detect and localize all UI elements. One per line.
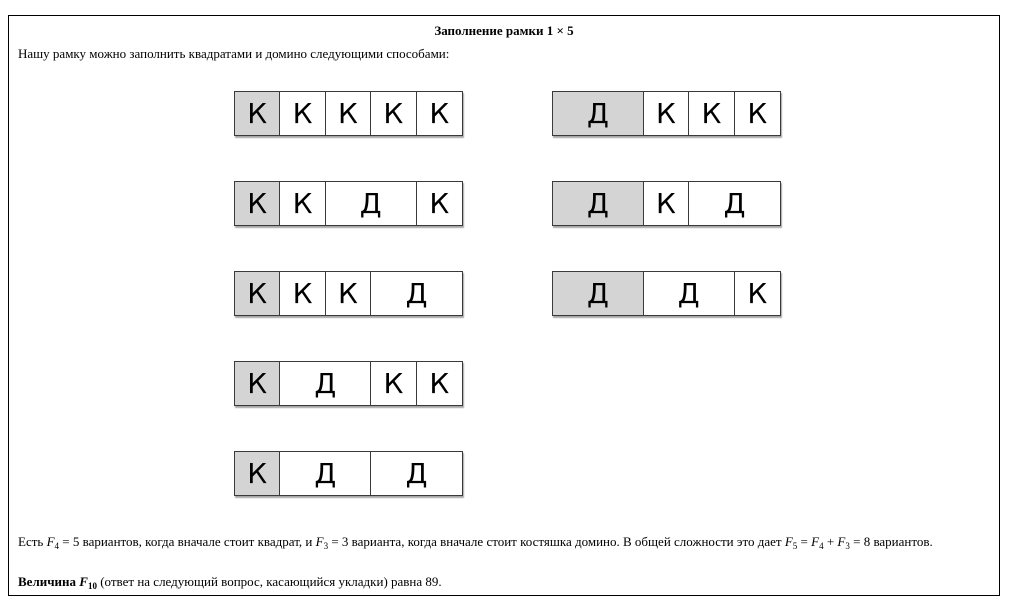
square-cell: К [371, 362, 416, 405]
square-cell: К [735, 272, 780, 315]
subscript: 3 [845, 541, 850, 551]
square-cell: К [644, 92, 689, 135]
tiling-strip-left-4 [234, 361, 463, 406]
square-cell: К [326, 92, 371, 135]
domino-cell: Д [280, 362, 371, 405]
square-cell: К [689, 92, 734, 135]
domino-cell: Д [553, 92, 644, 135]
page-title: Заполнение рамки 1 × 5 [434, 23, 574, 38]
tiling-strip-left-2 [234, 181, 463, 226]
summary-text: = 5 вариантов, когда вначале стоит квадрат, и [59, 534, 316, 549]
square-cell: К [735, 92, 780, 135]
summary-text: Есть [18, 534, 47, 549]
task-frame [8, 15, 1000, 596]
var-f: F [315, 534, 324, 549]
square-cell: К [371, 92, 416, 135]
final-statement [18, 574, 442, 590]
intro-text: Нашу рамку можно заполнить квадратами и домино следующими способами: [18, 46, 450, 61]
square-cell: К [280, 92, 325, 135]
summary-text: = [797, 534, 812, 549]
square-cell: К [326, 272, 371, 315]
subscript: 3 [323, 541, 329, 551]
domino-cell: Д [371, 452, 462, 495]
domino-cell: Д [553, 272, 644, 315]
square-cell: К [417, 182, 462, 225]
square-cell: К [417, 362, 462, 405]
square-cell: К [280, 182, 325, 225]
square-cell: К [280, 272, 325, 315]
tiling-strip-right-1 [552, 91, 781, 136]
summary-text: = 3 варианта, когда вначале стоит костяшка домино. В общей сложности это дает [328, 534, 785, 549]
square-cell: К [235, 272, 280, 315]
tiling-strip-left-3 [234, 271, 463, 316]
summary-paragraph [18, 532, 992, 552]
domino-cell: Д [689, 182, 780, 225]
var-f: F [784, 534, 793, 549]
square-cell: К [235, 362, 280, 405]
square-cell: К [417, 92, 462, 135]
square-cell: К [235, 92, 280, 135]
tiling-strip-left-1 [234, 91, 463, 136]
domino-cell: Д [553, 182, 644, 225]
domino-cell: Д [644, 272, 735, 315]
subscript: 4 [54, 541, 60, 551]
domino-cell: Д [371, 272, 462, 315]
subscript: 5 [792, 541, 798, 551]
square-cell: К [644, 182, 689, 225]
tiling-strip-right-3 [552, 271, 781, 316]
summary-text: + [823, 534, 838, 549]
square-cell: К [235, 182, 280, 225]
final-label: Величина [18, 574, 80, 589]
subscript: 10 [87, 581, 97, 591]
var-f: F [46, 534, 55, 549]
summary-text: = 8 вариантов. [849, 534, 933, 549]
var-f: F [811, 534, 820, 549]
final-text: (ответ на следующий вопрос, касающийся укладки) равна 89. [96, 574, 442, 589]
tiling-strip-left-5 [234, 451, 463, 496]
tiling-strip-right-2 [552, 181, 781, 226]
domino-cell: Д [280, 452, 371, 495]
square-cell: К [235, 452, 280, 495]
subscript: 4 [819, 541, 824, 551]
domino-cell: Д [326, 182, 417, 225]
var-f: F [837, 534, 846, 549]
var-f: F [79, 574, 88, 589]
